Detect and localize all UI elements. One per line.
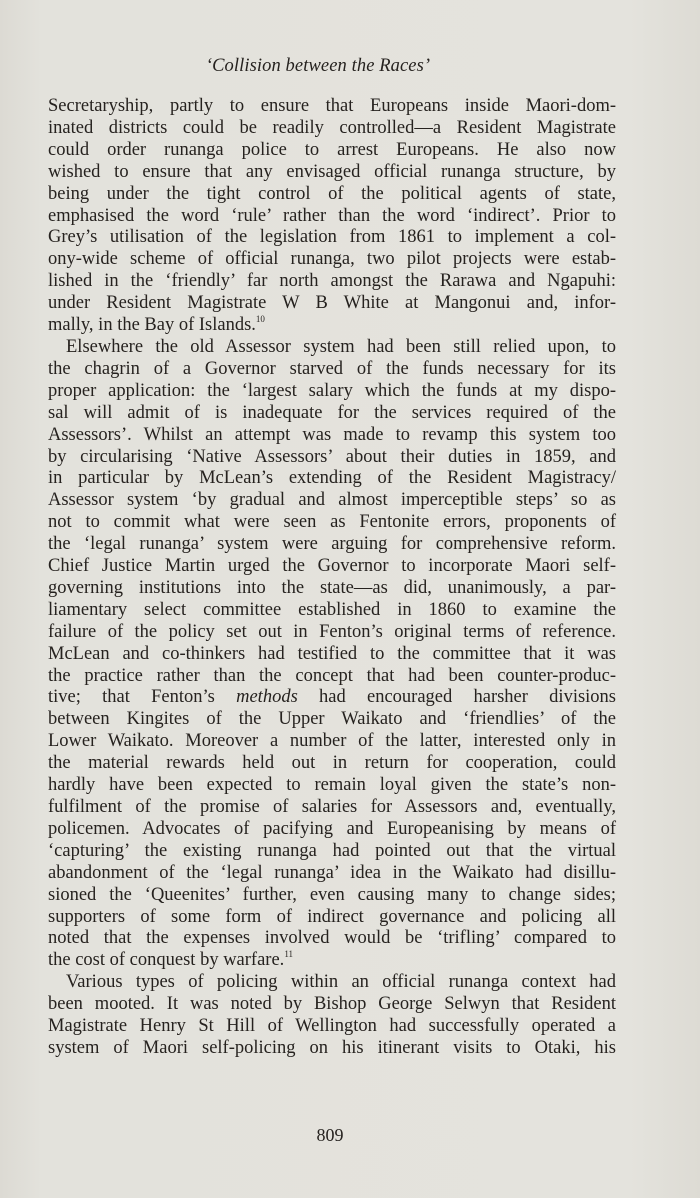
- text-line: the chagrin of a Governor starved of the funds necessary for its: [48, 358, 616, 379]
- text-line: ‘capturing’ the existing runanga had pointed out that the virtual: [48, 840, 616, 861]
- text-line: supporters of some form of indirect governance and policing all: [48, 906, 616, 927]
- text-line: failure of the policy set out in Fenton’s original terms of reference.: [48, 621, 616, 642]
- text-line: Various types of policing within an official runanga context had: [66, 972, 616, 993]
- text-line: being under the tight control of the political agents of state,: [48, 183, 616, 204]
- text-line: been mooted. It was noted by Bishop George Selwyn that Resident: [48, 994, 616, 1015]
- text-line: hardly have been expected to remain loyal given the state’s non-: [48, 775, 616, 796]
- text-line: policemen. Advocates of pacifying and Europeanising by means of: [48, 818, 616, 839]
- text-line: the practice rather than the concept that had been counter-produc-: [48, 665, 616, 686]
- text-line: mally, in the Bay of Islands.$^{10}$: [48, 314, 265, 336]
- text-line: under Resident Magistrate W B White at Mangonui and, infor-: [48, 293, 616, 314]
- text-line: Magistrate Henry St Hill of Wellington had successfully operated a: [48, 1016, 616, 1037]
- text-line: Grey’s utilisation of the legislation from 1861 to implement a col-: [48, 227, 616, 248]
- text-line: emphasised the word ‘rule’ rather than the word ‘indirect’. Prior to: [48, 205, 616, 226]
- text-line: system of Maori self-policing on his itinerant visits to Otaki, his: [48, 1037, 616, 1058]
- text-line: Lower Waikato. Moreover a number of the latter, interested only in: [48, 731, 616, 752]
- text-line: Chief Justice Martin urged the Governor to incorporate Maori self-: [48, 556, 616, 577]
- text-line: McLean and co-thinkers had testified to the committee that it was: [48, 643, 616, 664]
- running-head: ‘Collision between the Races’: [205, 56, 431, 76]
- text-line: noted that the expenses involved would be ‘trifling’ compared to: [48, 928, 616, 949]
- text-line: fulfilment of the promise of salaries for Assessors and, eventually,: [48, 797, 616, 817]
- text-line: Secretaryship, partly to ensure that Europeans inside Maori-dom-: [48, 96, 616, 116]
- footnote-marker[interactable]: 11: [284, 949, 293, 960]
- text-line: ony-wide scheme of official runanga, two pilot projects were estab-: [48, 249, 616, 270]
- text-line: the cost of conquest by warfare.$^{11}$: [48, 949, 293, 971]
- text-line: sal will admit of is inadequate for the services required of the: [48, 402, 616, 423]
- emphasis: methods: [236, 687, 298, 708]
- text-line: liamentary select committee established in 1860 to examine the: [48, 599, 616, 620]
- text-line: the ‘legal runanga’ system were arguing for comprehensive reform.: [48, 534, 616, 555]
- text-line: the material rewards held out in return for cooperation, could: [48, 753, 616, 774]
- text-line: proper application: the ‘largest salary which the funds at my dispo-: [48, 380, 616, 401]
- text-line: wished to ensure that any envisaged official runanga structure, by: [48, 161, 616, 182]
- text-line: Assessors’. Whilst an attempt was made to revamp this system too: [48, 424, 616, 445]
- text-line: could order runanga police to arrest Europeans. He also now: [48, 139, 616, 160]
- text-line: by circularising ‘Native Assessors’ about their duties in 1859, and: [48, 446, 616, 467]
- text-line: tive; that Fenton’s methods had encouraged harsher divisions: [48, 687, 617, 708]
- text-line: lished in the ‘friendly’ far north amongst the Rarawa and Ngapuhi:: [48, 271, 616, 292]
- text-line: governing institutions into the state—as did, unanimously, a par-: [48, 577, 616, 598]
- text-line: abandonment of the ‘legal runanga’ idea in the Waikato had disillu-: [48, 862, 616, 883]
- text-line: sioned the ‘Queenites’ further, even causing many to change sides;: [48, 884, 616, 905]
- page-number: 809: [316, 1125, 344, 1145]
- text-line: Elsewhere the old Assessor system had been still relied upon, to: [66, 336, 616, 357]
- text-line: inated districts could be readily controlled—a Resident Magistrate: [48, 117, 616, 138]
- body-text: [48, 96, 616, 1060]
- footnote-marker[interactable]: 10: [255, 314, 265, 325]
- text-line: between Kingites of the Upper Waikato and ‘friendlies’ of the: [48, 709, 616, 730]
- text-line: Assessor system ‘by gradual and almost imperceptible steps’ so as: [48, 490, 616, 511]
- text-line: in particular by McLean’s extending of the Resident Magistracy/: [48, 468, 616, 489]
- text-line: not to commit what were seen as Fentonite errors, proponents of: [48, 512, 616, 533]
